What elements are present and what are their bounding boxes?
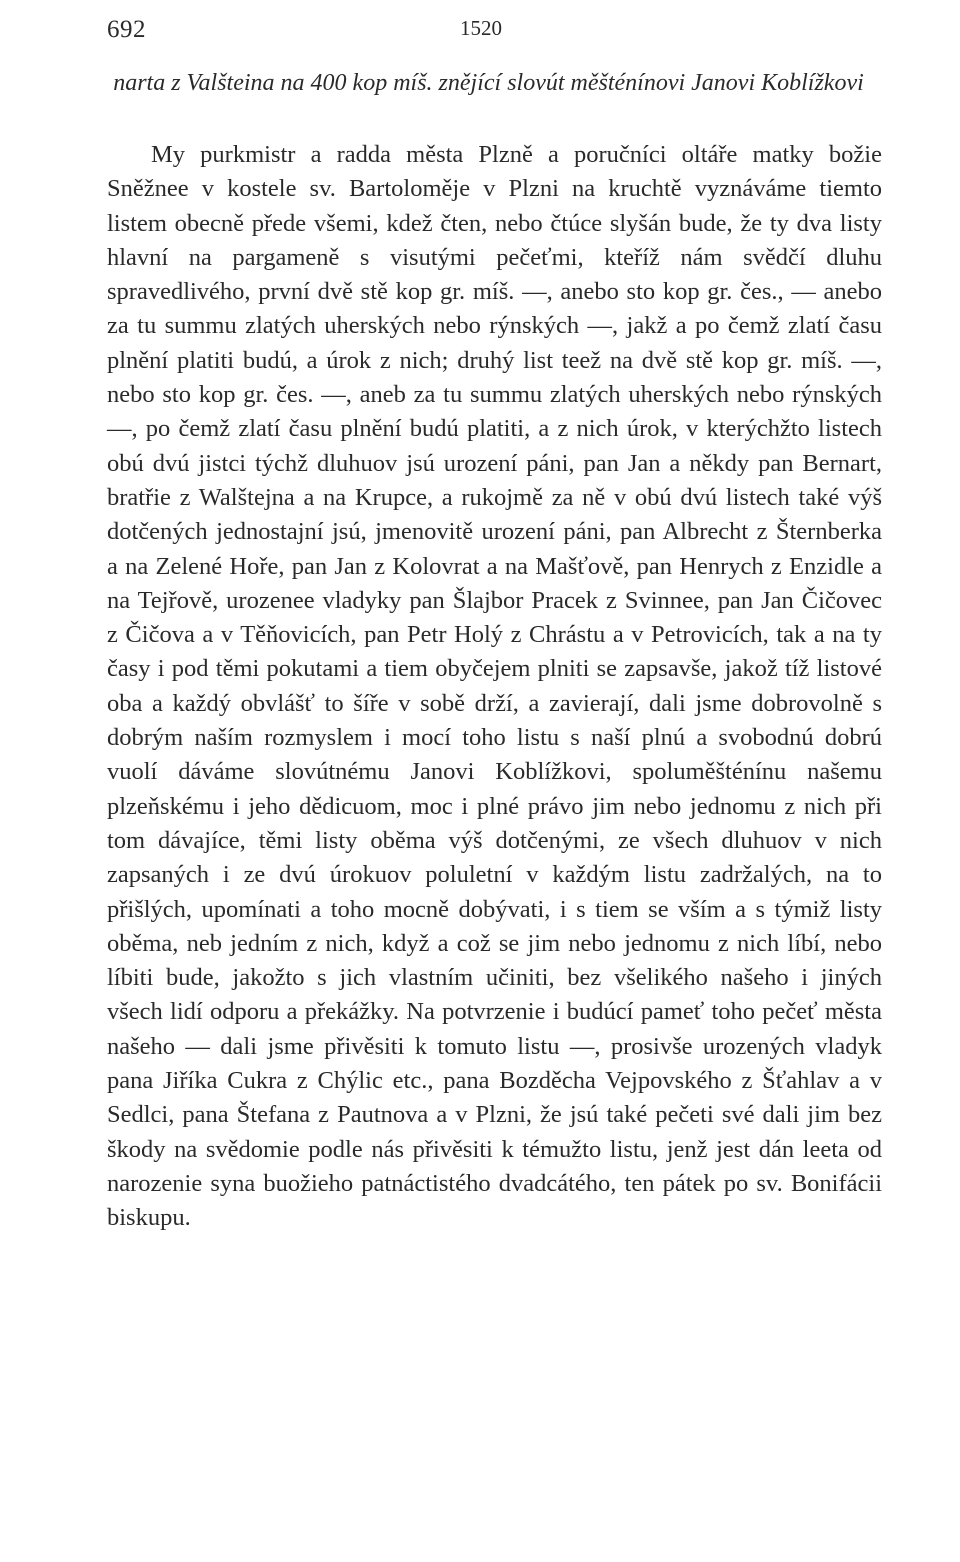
body-paragraph: My purkmistr a radda města Plzně a poručníci oltáře matky božie Sněžnee v kostele sv. Bartoloměje v Plzni na kruchtě vyznáváme tiemto listem obecně přede všemi, kdež čten, nebo čtúce slyšán bude, že ty dva listy hlavní na pargameně s visutými pečeťmi, kteříž nám svědčí dluhu spravedlivého, první dvě stě kop gr. míš. —, anebo sto kop gr. čes., — anebo za tu summu zlatých uherských nebo rýnských —, jakž a po čemž zlatí času plnění platiti budú, a úrok z nich; druhý list teež na dvě stě kop gr. míš. —, nebo sto kop gr. čes. —, aneb za tu summu zlatých uherských nebo rýnských —, po čemž zlatí času plnění budú platiti, a z nich úrok, v kterýchžto listech obú dvú jistci týchž dluhuov jsú urození páni, pan Jan a někdy pan Bernart, bratřie z Walštejna a na Krupce, a rukojmě za ně v obú dvú listech také výš dotčených jednostajní jsú, jmenovitě urození páni, pan Albrecht z Šternberka a na Zelené Hoře, pan Jan z Kolovrat a na Mašťově, pan Henrych z Enzidle a na Tejřově, urozenee vladyky pan Šlajbor Pracek z Svinnee, pan Jan Čičovec z Čičova a v Těňovicích, pan Petr Holý z Chrástu a v Petrovicích, tak a na ty časy i pod těmi pokutami a tiem obyčejem plniti se zapsavše, jakož tíž listové oba a každý obvlášť to šíře v sobě drží, a zavierají, dali jsme dobrovolně s dobrým naším rozmyslem i mocí toho listu s naší plnú a svobodnú dobrú vuolí dáváme slovútnému Janovi Koblížkovi, spoluměšténínu našemu plzeňskému i jeho dědicuom, moc i plné právo jim nebo jednomu z nich při tom dávajíce, těmi listy oběma výš dotčenými, ze všech dluhuov v nich zapsaných i ze dvú úrokuov poluletní v každým listu zadržalých, na to přišlých, upomínati a toho mocně dobývati, i s tiem se vším a s týmiž listy oběma, neb jedním z nich, když a což se jim nebo jednomu z nich líbí, nebo líbiti bude, jakožto s jich vlastním učiniti, bez všelikého našeho i jiných všech lidí odporu a překážky. Na potvrzenie i budúcí pameť toho pečeť města našeho — dali jsme přivěsiti k tomuto listu —, prosivše urozených vladyk pana Jiříka Cukra z Chýlic etc., pana Bozděcha Vejpovského z Šťahlav a v Sedlci, pana Štefana z Pautnova a v Plzni, že jsú také pečeti své dali jim bez škody na svědomie podle nás přivěsiti k témužto listu, jenž jest dán leeta od narozenie syna buožieho patnáctistého dvadcátého, ten pátek po sv. Bonifácii biskupu. xyxy=(107,141,882,1232)
year-header: 1520 xyxy=(460,16,502,40)
page-number: 692 xyxy=(107,16,146,43)
document-heading: narta z Valšteina na 400 kop míš. znějící slovút měšténínovi Janovi Koblížkovi xyxy=(113,70,864,96)
